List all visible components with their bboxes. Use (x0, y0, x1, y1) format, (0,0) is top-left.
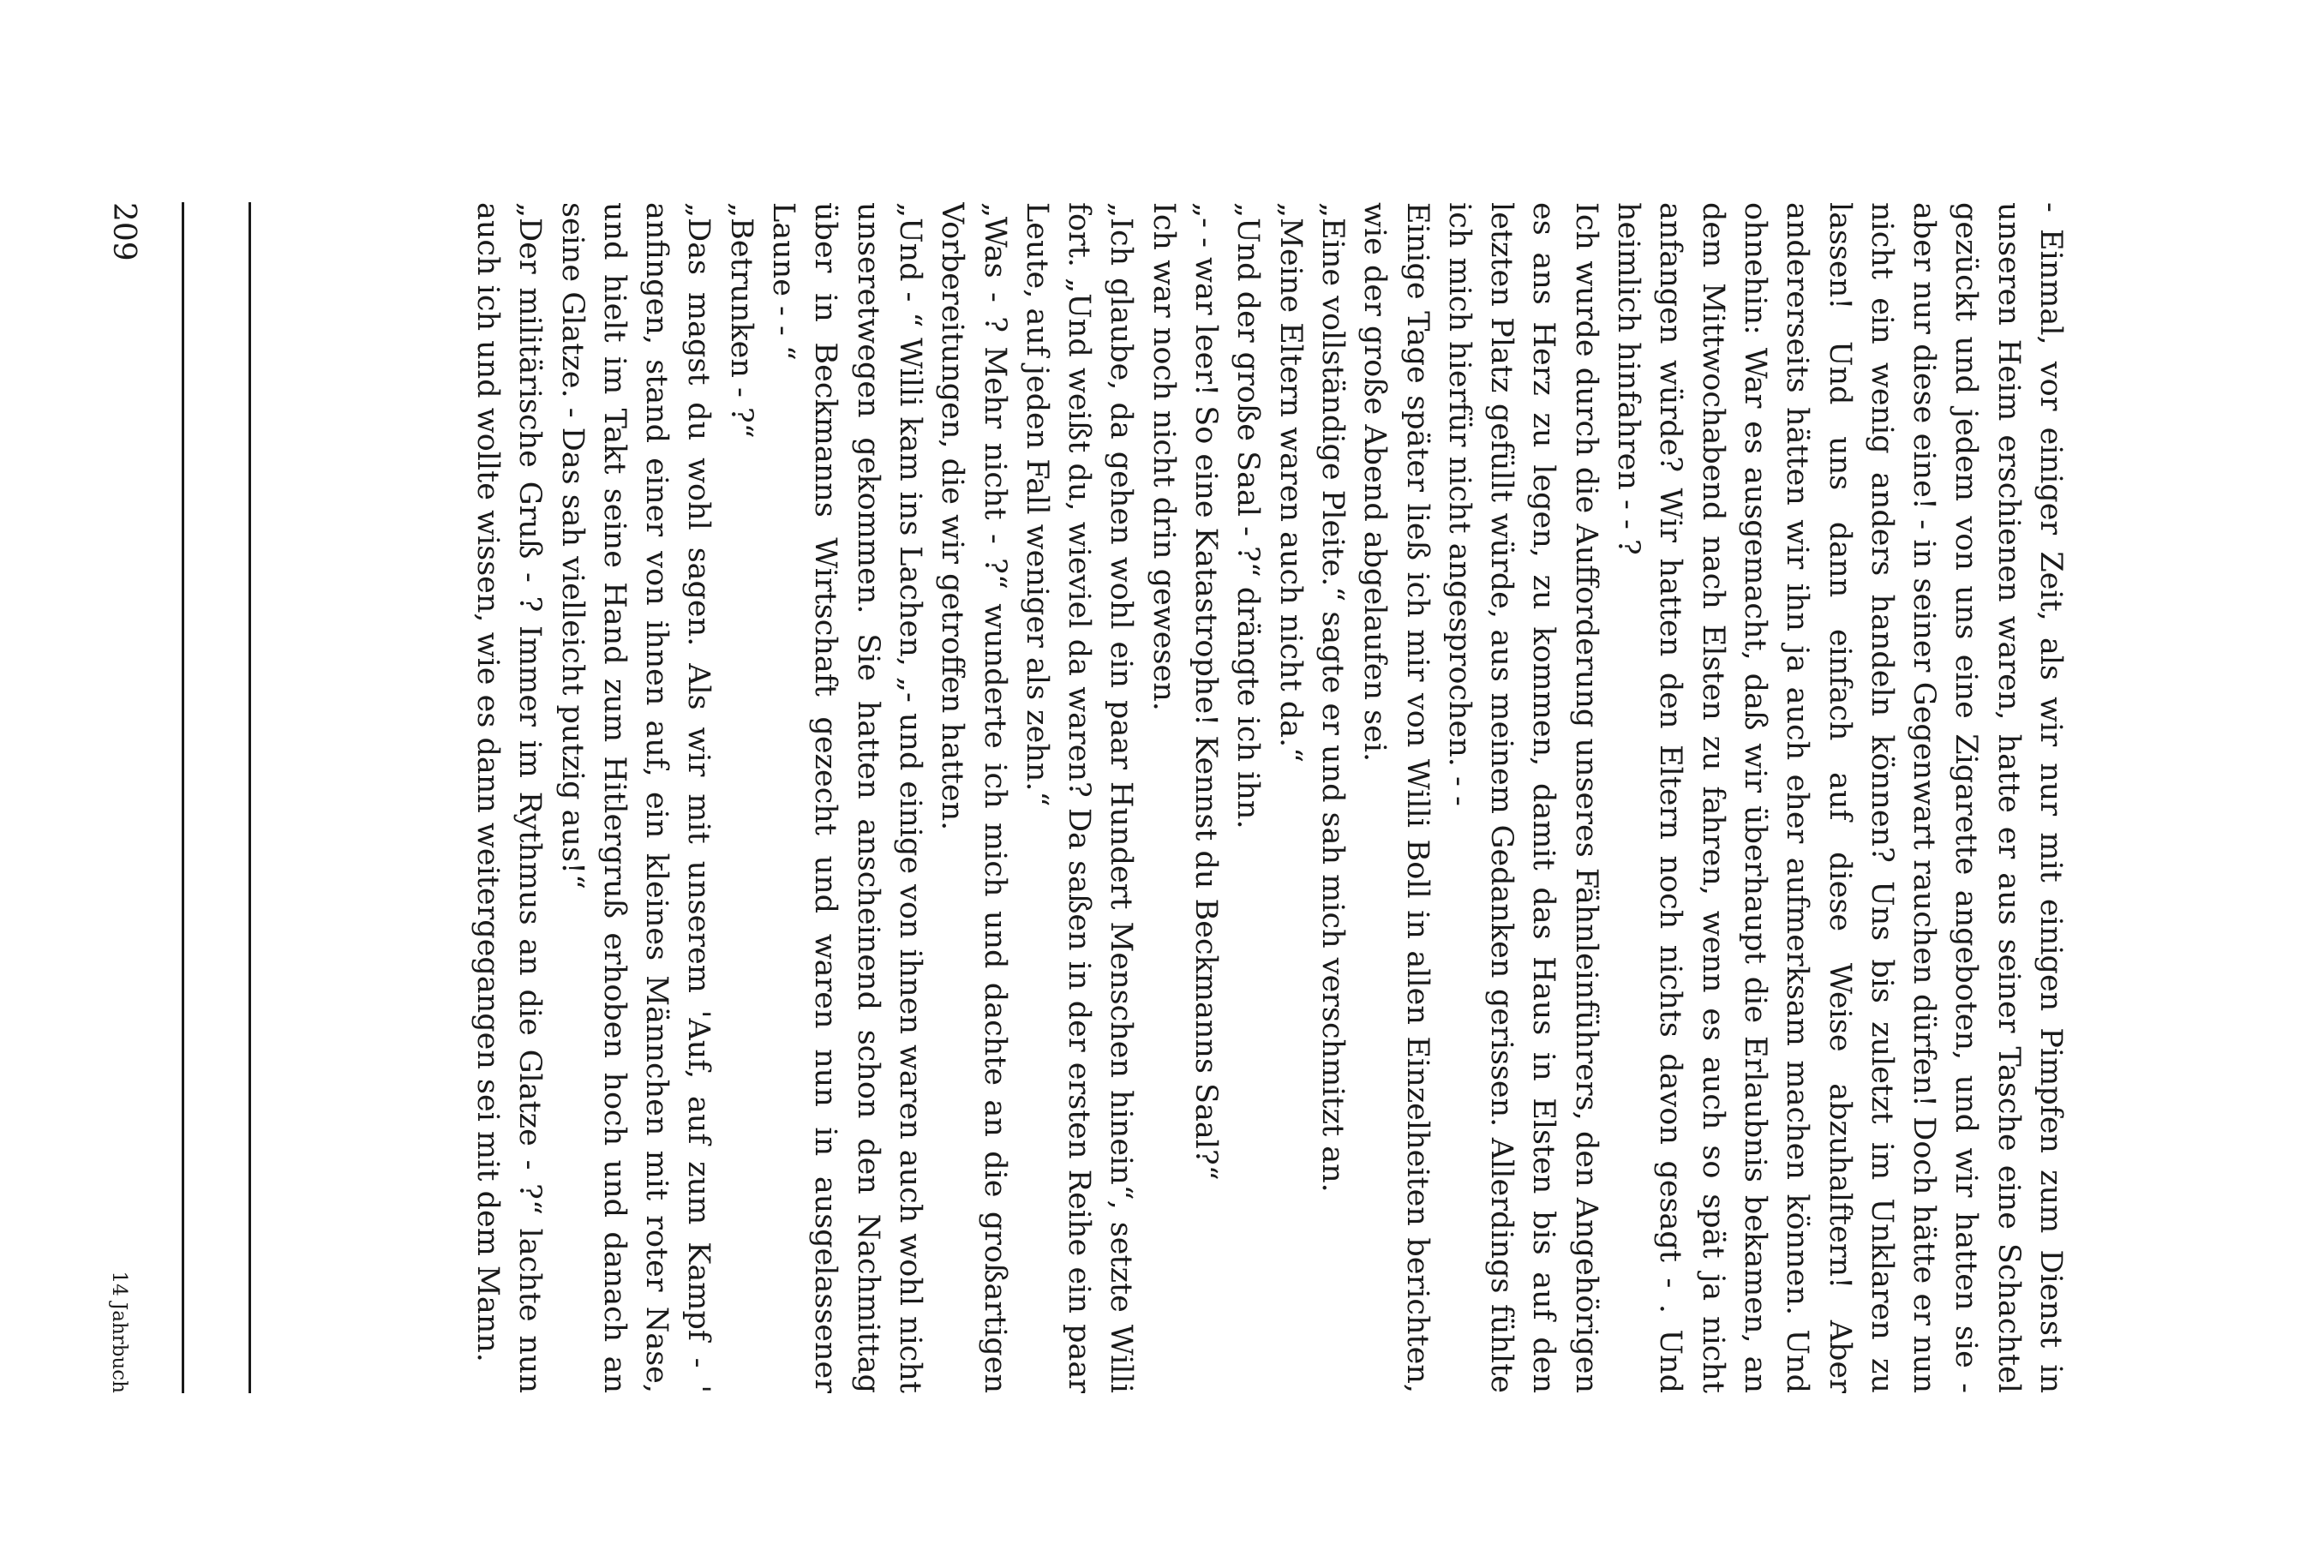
paragraph: „Der militärische Gruß - ? Immer im Rythmus an die Glatze - ?“ lachte nun auch ich und wollte wissen, wie es dann weitergegangen sei mit dem Mann. (470, 202, 548, 1393)
paragraph: „Was - ? Mehr nicht - ?“ wunderte ich mich und dachte an die großartigen Vorbereitungen, die wir getroffen hatten. (935, 202, 1012, 1393)
paragraph: „Eine vollständige Pleite.“ sagte er und sah mich verschmitzt an. (1315, 202, 1350, 1193)
body-text (246, 202, 2071, 1393)
paragraph: „Meine Eltern waren auch nicht da.“ (1273, 202, 1308, 763)
footer-rule (249, 202, 251, 1393)
paragraph: „Und - “ Willi kam ins Lachen, „- und einige von ihnen waren auch wohl nicht unseretwegen gekommen. Sie hatten anscheinend schon den Nachmittag über in Beckmanns Wirtschaft gezecht und waren nun in ausgelassener Laune - - “ (766, 202, 927, 1393)
page-footer (106, 202, 149, 1393)
page-number: 209 (106, 202, 141, 261)
header-rule (182, 202, 184, 1393)
paragraph: „Und der große Saal - ?“ drängte ich ihn. (1231, 202, 1266, 829)
paragraph: „Das magst du wohl sagen. Als wir mit unserem 'Auf, auf zum Kampf - ' anfingen, stand einer von ihnen auf, ein kleines Männchen mit roter Nase, und hielt im Takt seine Hand zum Hitlergruß erhoben hoch und danach an seine Glatze. - Das sah vielleicht putzig aus!“ (554, 202, 716, 1393)
paragraph: „- - war leer! So eine Katastrophe! Kennst du Beckmanns Saal?“ (1189, 202, 1224, 1181)
paragraph: - Einmal, vor einiger Zeit, als wir nur mit einigen Pimpfen zum Dienst in unseren Heim erschienen waren, hatte er aus seiner Tasche eine Schachtel gezückt und jedem von uns eine Zigarette angeboten, und wir hatten sie - aber nur diese eine! - in seiner Gegenwart rauchen dürfen! Doch hätte er nun nicht ein wenig anders handeln können? Uns bis zuletzt im Unklaren zu lassen! Und uns dann einfach auf diese Weise abzuhalftern! Aber andererseits hätten wir ihn ja auch eher aufmerksam machen können. Und ohnehin: War es ausgemacht, daß wir überhaupt die Erlaubnis bekamen, an dem Mittwochabend nach Elsten zu fahren, wenn es auch so spät ja nicht anfangen würde? Wir hatten den Eltern noch nichts davon gesagt - . Und heimlich hinfahren - - ? (1611, 202, 2068, 1393)
paragraph: „Betrunken - ?“ (723, 202, 758, 439)
signature-mark: 14 Jahrbuch (108, 1271, 130, 1393)
paragraph: Ich wurde durch die Aufforderung unseres Fähnleinführers, den Angehörigen es ans Herz zu legen, zu kommen, damit das Haus in Elsten bis auf den letzten Platz gefüllt würde, aus meinem Gedanken gerissen. Allerdings fühlte ich mich hierfür nicht angesprochen. - - (1441, 202, 1603, 1393)
paragraph: Einige Tage später ließ ich mir von Willi Boll in allen Einzelheiten berichten, wie der große Abend abgelaufen sei. (1357, 202, 1435, 1393)
paragraph: Ich war noch nicht drin gewesen. (1146, 202, 1181, 711)
paragraph: „Ich glaube, da gehen wohl ein paar Hundert Menschen hinein“, setzte Willi fort. „Und weißt du, wieviel da waren? Da saßen in der ersten Reihe ein paar Leute, auf jeden Fall weniger als zehn.“ (1019, 202, 1139, 1393)
